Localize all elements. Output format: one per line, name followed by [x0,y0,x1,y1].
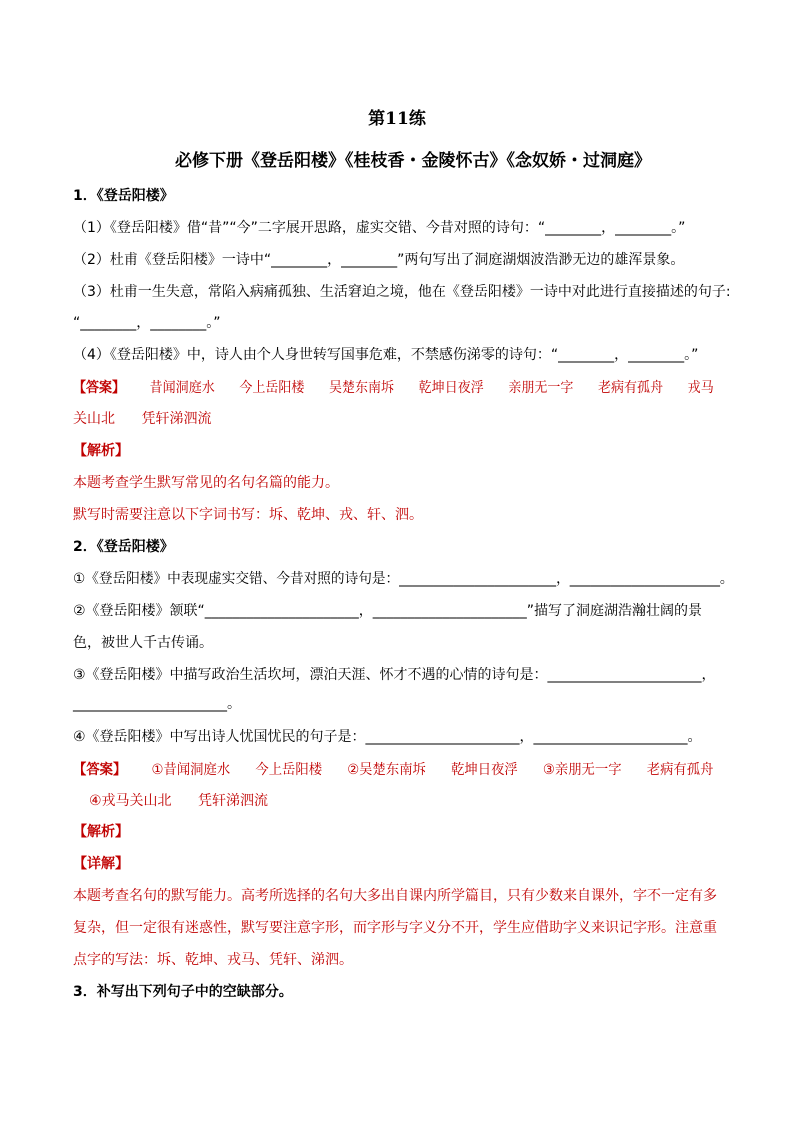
q2-answer: 乾坤日夜浮 [451,762,518,778]
q2-item-2: ②《登岳阳楼》颔联“______________________，______________________”描写了洞庭湖浩瀚壮阔的景 [73,603,703,619]
q2-item-2-cont: 色，被世人千古传诵。 [73,635,213,651]
q3-heading: 3．补写出下列句子中的空缺部分。 [73,984,293,1000]
q2-answer: ④戎马关山北 [89,793,172,809]
q2-answer: ③亲朋无一字 [542,762,622,778]
q1-answer: 亲朋无一字 [508,380,574,396]
q2-answer-label: 【答案】 [73,762,127,778]
q2-answer: 凭轩涕泗流 [198,793,269,809]
q1-answer-label: 【答案】 [73,380,126,396]
q1-item-3: （3）杜甫一生失意，常陷入病痛孤独、生活窘迫之境，他在《登岳阳楼》一诗中对此进行直接描述的句子: [73,284,731,300]
q2-item-4: ④《登岳阳楼》中写出诗人忧国忧民的句子是：______________________，______________________。 [73,729,702,745]
q2-heading: 2．《登岳阳楼》 [73,539,174,555]
q1-answer: 关山北 [73,411,115,427]
q1-answer-line-2 [73,409,233,429]
q1-heading: 1．《登岳阳楼》 [73,188,174,204]
q2-analysis-3: 点字的写法：坼、乾坤、戎马、凭轩、涕泗。 [73,952,353,968]
q2-answer: ①昔闻洞庭水 [151,762,231,778]
q2-answer: 老病有孤舟 [646,762,714,778]
q2-answer-line-1 [73,760,734,780]
q2-answer-line-2 [89,791,290,811]
q1-answer-line-1 [73,378,734,398]
q1-item-3-cont: “________，________。” [73,315,221,331]
q1-analysis-2: 默写时需要注意以下字词书写：坼、乾坤、戎、轩、泗。 [73,507,423,523]
q1-analysis-1: 本题考查学生默写常见的名句名篇的能力。 [73,475,339,491]
q1-item-1: （1）《登岳阳楼》借“昔”“今”二字展开思路，虚实交错、今昔对照的诗句：“________，________。” [73,220,686,236]
q2-item-1: ①《登岳阳楼》中表现虚实交错、今昔对照的诗句是：_______________________，______________________。 [73,571,734,587]
q2-detail-label: 【详解】 [73,856,129,872]
q1-answer: 乾坤日夜浮 [418,380,484,396]
q1-item-4: （4）《登岳阳楼》中，诗人由个人身世转写国事危难，不禁感伤涕零的诗句：“________，________。” [73,347,699,363]
q1-answer: 昔闻洞庭水 [149,380,215,396]
q2-answer: 今上岳阳楼 [255,762,323,778]
q2-item-3-cont: ______________________。 [73,696,241,712]
q2-item-3: ③《登岳阳楼》中描写政治生活坎坷，漂泊天涯、怀才不遇的心情的诗句是：______________________， [73,667,716,683]
page-subtitle: 必修下册《登岳阳楼》《桂枝香・金陵怀古》《念奴娇・过洞庭》 [175,151,651,171]
q1-answer: 凭轩涕泗流 [141,411,212,427]
q1-answer: 戎马 [687,380,714,396]
q1-answer: 吴楚东南坼 [328,380,395,396]
q1-answer: 今上岳阳楼 [239,380,305,396]
page-title: 第11练 [368,109,426,129]
q2-analysis-2: 复杂，但一定很有迷惑性，默写要注意字形，而字形与字义分不开，学生应借助字义来识记字形。注意重 [73,920,717,936]
q1-answer: 老病有孤舟 [598,380,664,396]
q2-analysis-1: 本题考查名句的默写能力。高考所选择的名句大多出自课内所学篇目，只有少数来自课外，字不一定有多 [73,888,717,904]
q1-analysis-label: 【解析】 [73,443,129,459]
q2-analysis-label: 【解析】 [73,824,129,840]
q1-item-2: （2）杜甫《登岳阳楼》一诗中“________，________”两句写出了洞庭湖烟波浩渺无边的雄浑景象。 [73,252,685,268]
q2-answer: ②吴楚东南坼 [347,762,426,778]
